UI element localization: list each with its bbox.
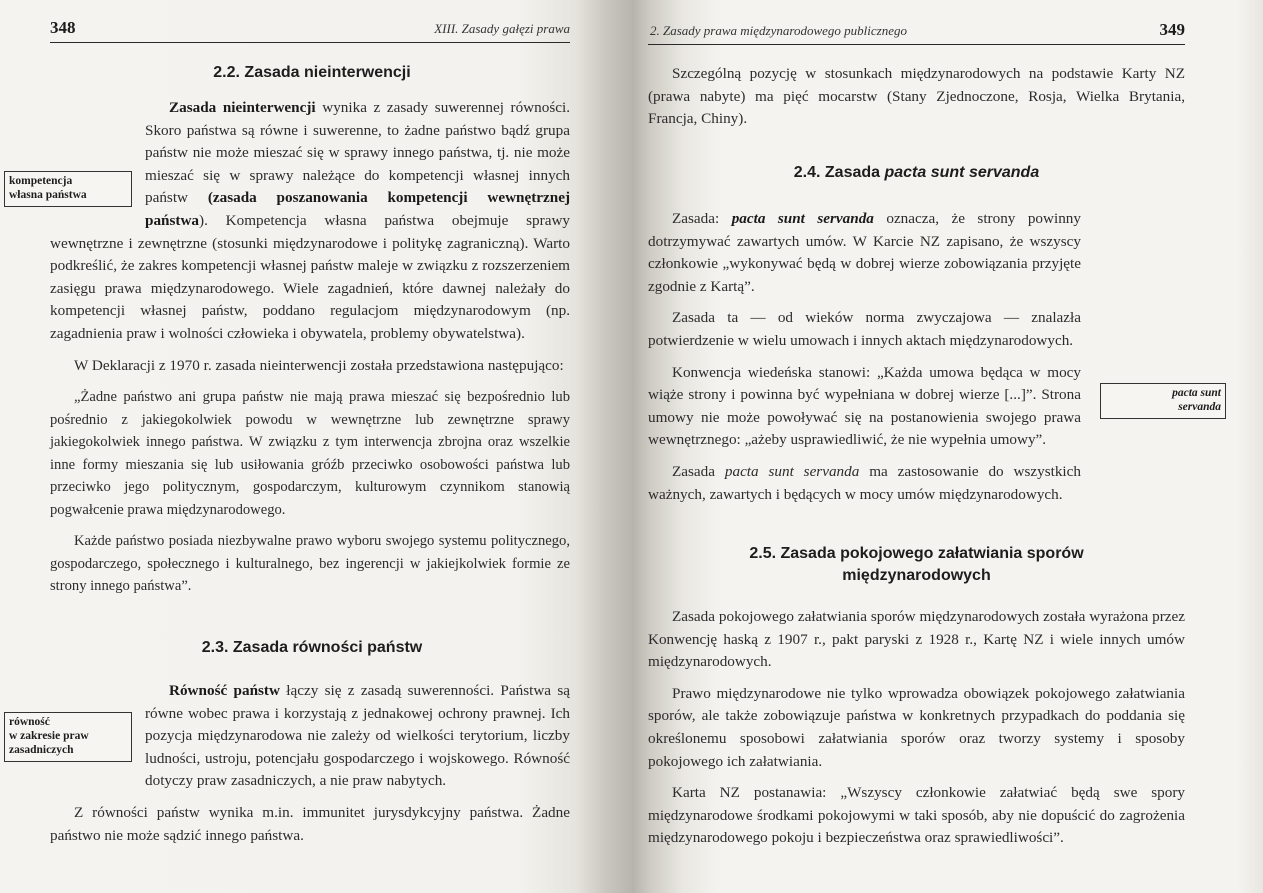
running-head-right: 2. Zasady prawa międzynarodowego publicznego (650, 23, 907, 38)
heading-italic: pacta sunt servanda (884, 164, 1040, 181)
running-head-left: XIII. Zasady gałęzi prawa (434, 21, 570, 36)
text-span: Zasada (672, 462, 725, 480)
section-2-3-body (50, 680, 570, 847)
paragraph: Karta NZ postanawia: „Wszyscy członkowie załatwiać będą swe spory międzynarodowe środkami pokojowymi w taki sposób, aby nie dopuścić do zagrożenia międzynarodowego pokoju i bezpieczeństwa oraz sprawiedliwości”. (648, 784, 1185, 847)
term-bold: Zasada nieinterwencji (169, 99, 316, 116)
heading-line: międzynarodowych (842, 567, 991, 584)
section-2-4-body (648, 208, 1185, 506)
right-page (632, 0, 1263, 893)
margin-note-line: własna państwa (9, 189, 87, 201)
text-span: ma zastosowanie do wszystkich ważnych, zawartych i będących w mocy umów międzynarodowych. (648, 462, 1081, 503)
page-number-right: 349 (1159, 20, 1185, 39)
margin-note-line: pacta sunt (1172, 387, 1221, 399)
margin-note-spacer (50, 700, 145, 790)
section-heading-2-4 (648, 162, 1185, 184)
section-heading-2-2: 2.2. Zasada nieinterwencji (213, 64, 411, 81)
intro-text (648, 63, 1185, 131)
margin-note-line: równość (9, 716, 50, 728)
section-2-5-body (648, 606, 1185, 850)
term-bold: (zasada poszanowania kompetencji wewnętrznej państwa (145, 189, 571, 229)
paragraph: Szczególną pozycję w stosunkach międzynarodowych na podstawie Karty NZ (prawa nabyte) ma pięć mocarstw (Stany Zjednoczone, Rosja, Wielka Brytania, Francja, Chiny). (648, 65, 1185, 128)
paragraph (648, 208, 1185, 298)
header-rule-right (648, 44, 1185, 45)
paragraph: W Deklaracji z 1970 r. zasada nieinterwencji została przedstawiona następująco: (74, 356, 564, 374)
quote-paragraph: „Żadne państwo ani grupa państw nie mają prawa mieszać się bezpośrednio lub pośrednio z jakiegokolwiek powodu w wewnętrzne lub zewnętrzne sprawy jakiegokolwiek innego państwa. W związku z tym interwencja zbrojna oraz wszelkie inne formy mieszania się lub usiłowania gróźb przeciwko osobowości państwa lub przeciwko jego politycznym, gospodarczym, kulturowym czynnikom stanowią pogwałcenie prawa międzynarodowego. (50, 389, 570, 518)
text-span: wynika z zasady suwerennej równości. Skoro państwa są równe i suwerenne, to żadne państwo bądź grupa państw nie może mieszać się w sprawy innego państwa, tj. nie może mieszać się w sprawy należące do kompetencji własnej innych państw (145, 99, 571, 207)
margin-note-line: w zakresie praw (9, 730, 89, 742)
text-span: ). Kompetencja własna państwa obejmuje sprawy wewnętrzne i zewnętrzne (stosunki międzynarodowe i politykę zagraniczną). Warto podkreślić, że zakres kompetencji własnej państw maleje w związku z rozszerzeniem zasięgu prawa międzynarodowego. Wiele zagadnień, które dawnej należały do kompetencji własnej państw, poddano regulacjom międzynarodowym (np. zagadnienia praw i wolności człowieka i obywatela, problemy obywatelstwa). (50, 211, 570, 342)
term-bold-italic: pacta sunt servanda (731, 210, 874, 227)
paragraph: Zasada ta — od wieków norma zwyczajowa — znalazła potwierdzenie w wielu umowach i innych aktach międzynarodowych. (648, 309, 1081, 349)
text-span: oznacza, że strony powinny dotrzymywać zawartych umów. W Karcie NZ zapisano, że wszyscy członkowie „wykonywać będą w dobrej wierze zobowiązania przyjęte zgodnie z Kartą”. (648, 210, 1081, 295)
margin-note-line: servanda (1178, 401, 1221, 413)
section-heading-2-3: 2.3. Zasada równości państw (201, 639, 423, 656)
margin-note-line: zasadniczych (9, 744, 74, 756)
paragraph: Konwencja wiedeńska stanowi: „Każda umowa będąca w mocy wiąże strony i powinna być wypełniana w dobrej wierze [...]”. Strona umowy nie może powoływać się na postanowienia swojego prawa wewnętrznego: „ażeby usprawiedliwić, że nie wypełnia umowy”. (648, 363, 1081, 449)
margin-note-spacer (50, 164, 145, 230)
paragraph (648, 461, 1185, 506)
term-italic: pacta sunt servanda (724, 462, 860, 480)
heading-text: 2.4. Zasada (793, 164, 885, 181)
paragraph: Prawo międzynarodowe nie tylko wprowadza obowiązek pokojowego załatwiania sporów, ale także zobowiązuje państwa w konkretnych przypadkach do poddania się określonemu sposobowi załatwiania sporów oraz tworzy systemy i sposoby pokojowego ich załatwiania. (648, 684, 1185, 770)
paragraph: Zasada pokojowego załatwiania sporów międzynarodowych została wyrażona przez Konwencję haską z 1907 r., pakt paryski z 1928 r., Kartę NZ i wiele innych umów międzynarodowych. (648, 608, 1185, 671)
paragraph: Z równości państw wynika m.in. immunitet jurysdykcyjny państwa. Żadne państwo nie może sądzić innego państwa. (50, 803, 570, 844)
section-2-2-body (50, 97, 570, 598)
header-rule-left (50, 42, 570, 43)
page-number-left: 348 (50, 18, 76, 37)
quote-paragraph: Każde państwo posiada niezbywalne prawo wyboru swojego systemu politycznego, gospodarczego, społecznego i kulturalnego, bez ingerencji w jakiejkolwiek formie ze strony innego państwa”. (50, 533, 570, 595)
margin-note-line: kompetencja (9, 175, 73, 187)
term-bold: Równość państw (169, 682, 280, 699)
margin-note-spacer (1081, 403, 1185, 463)
heading-line: 2.5. Zasada pokojowego załatwiania sporów (749, 545, 1084, 562)
text-span: łączy się z zasadą suwerenności. Państwa są równe wobec prawa i korzystają z jednakowej ochrony prawnej. Ich pozycja międzynarodowa nie zależy od wielkości terytorium, liczby ludności, ustroju, potencjału gospodarczego i wojskowego. Równość dotyczy praw zasadniczych, a nie praw nabytych. (145, 682, 570, 790)
section-heading-2-5 (648, 543, 1185, 587)
text-span: Zasada: (672, 210, 732, 227)
